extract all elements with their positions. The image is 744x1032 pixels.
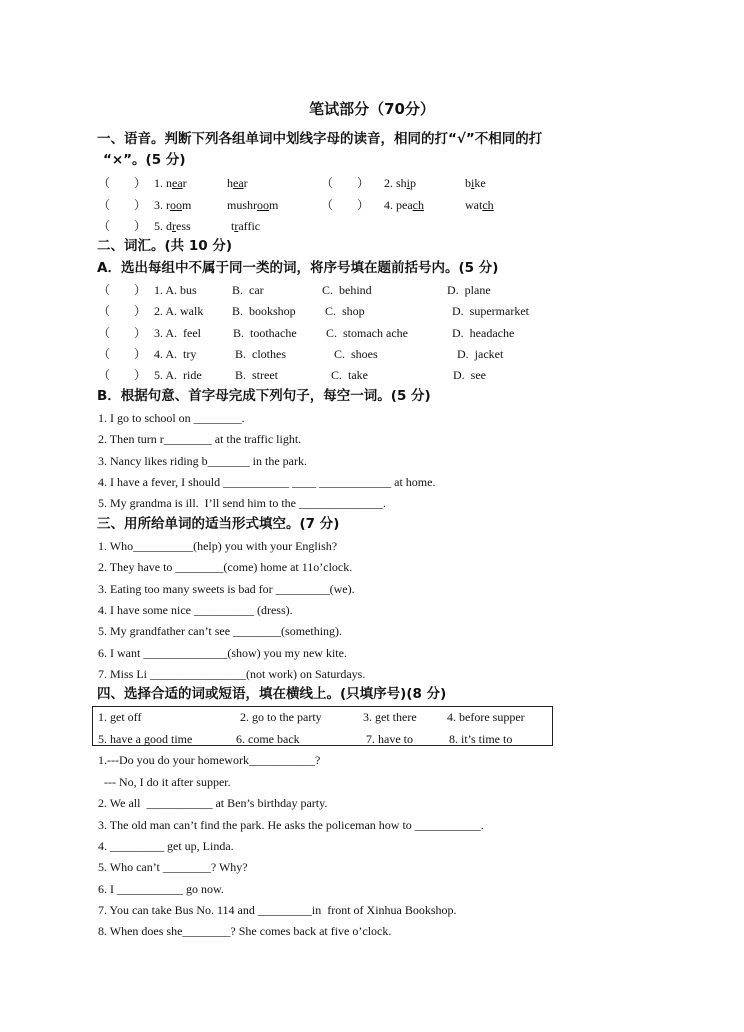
s4-line-1: 1.---Do you do your homework___________? [98,753,321,767]
section2-heading: 二、词汇。(共 10 分) [97,238,233,254]
s2a-row-1-c: C. behind [322,283,372,297]
s3-line-1: 1. Who__________(help) you with your English? [98,539,338,553]
s2a-row-2-d: D. supermarket [452,304,529,318]
s4-line-7: 7. You can take Bus No. 114 and _________in front of Xinhua Bookshop. [98,903,457,917]
s2b-line-3: 3. Nancy likes riding b_______ in the park. [98,454,307,468]
s4-line-4: 4. _________ get up, Linda. [98,839,234,853]
option-1: 1. get off [98,710,142,724]
s1-item-1-paren: （ ） [98,176,147,190]
s2a-row-5-b: B. street [235,368,278,382]
s4-line-3: 3. The old man can’t find the park. He asks the policeman how to ___________. [98,818,484,832]
s2a-row-4-d: D. jacket [457,347,504,361]
s1-item-4-word2: watch [465,198,494,212]
s1-item-1-word2: hear [227,176,248,190]
option-6: 6. come back [236,732,300,746]
s4-line-5: 5. Who can’t ________? Why? [98,860,248,874]
option-2: 2. go to the party [240,710,322,724]
s2a-row-4-b: B. clothes [235,347,286,361]
section2a-heading: A．选出每组中不属于同一类的词，将序号填在题前括号内。(5 分) [97,260,499,276]
s2a-row-1-paren: （ ） [98,283,147,297]
s3-line-4: 4. I have some nice __________ (dress). [98,603,293,617]
section2b-heading: B．根据句意、首字母完成下列句子，每空一词。(5 分) [97,388,431,404]
s1-item-5-paren: （ ） [98,219,147,233]
s2a-row-2-q: 2. A. walk [154,304,204,318]
s1-item-2-paren: （ ） [321,176,370,190]
s2b-line-1: 1. I go to school on ________. [98,411,245,425]
s1-item-4: 4. peach [384,198,424,212]
s4-line-8: 8. When does she________? She comes back at five o’clock. [98,924,392,938]
s2a-row-4-q: 4. A. try [154,347,197,361]
s2a-row-3-c: C. stomach ache [326,326,408,340]
s2a-row-4-c: C. shoes [334,347,378,361]
s3-line-6: 6. I want ______________(show) you my new kite. [98,646,347,660]
s2a-row-3-paren: （ ） [98,326,147,340]
s2a-row-3-b: B. toothache [233,326,297,340]
s1-item-3-word2: mushroom [227,198,279,212]
s4-line-6: 6. I ___________ go now. [98,882,224,896]
s2a-row-2-paren: （ ） [98,304,147,318]
s2b-line-5: 5. My grandma is ill. I’ll send him to the ______________. [98,496,386,510]
s1-item-3: 3. room [154,198,192,212]
s1-item-4-paren: （ ） [321,198,370,212]
s2a-row-5-q: 5. A. ride [154,368,202,382]
page-title: 笔试部分（70分） [309,100,435,118]
s1-item-2: 2. ship [384,176,417,190]
option-5: 5. have a good time [98,732,193,746]
s2a-row-5-paren: （ ） [98,368,147,382]
s4-line-2: 2. We all ___________ at Ben’s birthday party. [98,796,328,810]
s3-line-5: 5. My grandfather can’t see ________(something). [98,624,343,638]
option-3: 3. get there [363,710,417,724]
s2a-row-3-d: D. headache [452,326,515,340]
s2b-line-4: 4. I have a fever, I should ___________ ____ ____________ at home. [98,475,436,489]
option-4: 4. before supper [447,710,525,724]
s1-item-5-word2: traffic [231,219,261,233]
s2a-row-3-q: 3. A. feel [154,326,201,340]
s1-item-3-paren: （ ） [98,198,147,212]
option-8: 8. it’s time to [449,732,513,746]
s2a-row-2-b: B. bookshop [232,304,296,318]
s4-line-1-answer: --- No, I do it after supper. [98,775,231,789]
s3-line-7: 7. Miss Li ________________(not work) on Saturdays. [98,667,366,681]
s1-item-5: 5. dress [154,219,191,233]
option-7: 7. have to [366,732,413,746]
s2a-row-2-c: C. shop [325,304,365,318]
section1-heading-cont: “×”。(5 分) [103,152,186,168]
s3-line-2: 2. They have to ________(come) home at 11o’clock. [98,560,353,574]
s3-line-3: 3. Eating too many sweets is bad for _________(we). [98,582,355,596]
s1-item-2-word2: bike [465,176,486,190]
s2a-row-5-d: D. see [453,368,486,382]
s2a-row-1-d: D. plane [447,283,491,297]
section1-heading: 一、语音。判断下列各组单词中划线字母的读音，相同的打“√”不相同的打 [97,131,543,147]
s2b-line-2: 2. Then turn r________ at the traffic light. [98,432,302,446]
section4-heading: 四、选择合适的词或短语，填在横线上。(只填序号)(8 分) [97,686,447,702]
s1-item-1: 1. near [154,176,187,190]
s2a-row-4-paren: （ ） [98,347,147,361]
s2a-row-1-b: B. car [232,283,264,297]
section3-heading: 三、用所给单词的适当形式填空。(7 分) [97,516,340,532]
s2a-row-5-c: C. take [331,368,368,382]
s2a-row-1-q: 1. A. bus [154,283,197,297]
